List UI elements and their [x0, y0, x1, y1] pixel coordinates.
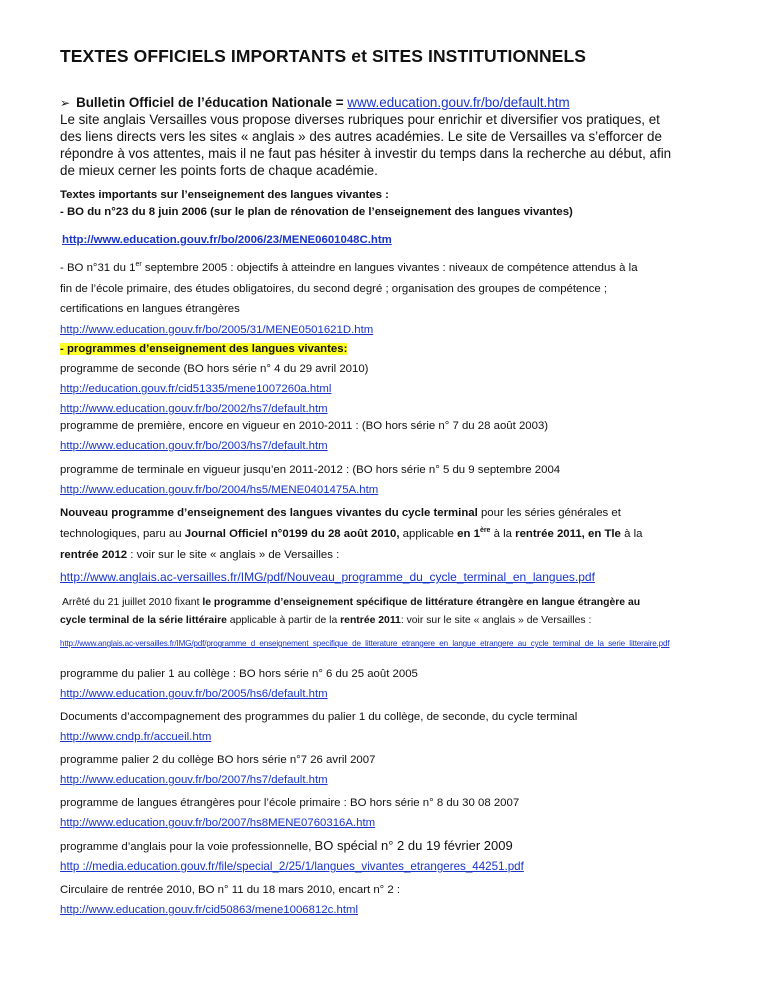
- palier2-text: programme palier 2 du collège BO hors série n°7 26 avril 2007: [60, 754, 376, 766]
- pro-bo-text: BO spécial n° 2 du 19 février 2009: [314, 838, 513, 853]
- circulaire-block: [60, 880, 750, 920]
- primaire-text: programme de langues étrangères pour l’école primaire : BO hors série n° 8 du 30 08 2007: [60, 797, 520, 809]
- bulletin-officiel-link[interactable]: www.education.gouv.fr/bo/default.htm: [347, 95, 570, 110]
- arrete-bold-2: cycle terminal de la série littéraire: [60, 615, 227, 626]
- premiere-block: [60, 416, 750, 456]
- intro-paragraph: [60, 111, 740, 179]
- palier1-link[interactable]: http://www.education.gouv.fr/bo/2005/hs6/default.htm: [60, 688, 328, 700]
- programmes-block: [60, 339, 750, 419]
- intro-line: de mieux cerner les points forts de chaque académie.: [60, 163, 378, 178]
- documents-text: Documents d’accompagnement des programmes du palier 1 du collège, de seconde, du cycle terminal: [60, 711, 578, 723]
- arrete-text-3: : voir sur le site « anglais » de Versailles :: [400, 615, 592, 626]
- page-title: TEXTES OFFICIELS IMPORTANTS et SITES INSTITUTIONNELS: [60, 46, 587, 66]
- arrete-text-1: Arrêté du 21 juillet 2010 fixant: [62, 597, 203, 608]
- documents-block: [60, 707, 750, 747]
- bo-2006-title: - BO du n°23 du 8 juin 2006 (sur le plan de rénovation de l’enseignement des langues vivantes): [60, 206, 573, 218]
- arrow-bullet-icon: ➢: [60, 96, 71, 110]
- nouveau-link-row: [60, 567, 750, 587]
- premiere-text: programme de première, encore en vigueur en 2010-2011 : (BO hors série n° 7 du 28 août 2003): [60, 420, 549, 432]
- nouveau-text-3: applicable: [399, 528, 458, 540]
- bulletin-officiel-line: [60, 95, 570, 110]
- bo-2005-text-cont: septembre 2005 : objectifs à atteindre en langues vivantes : niveaux de compétence attendus à la: [141, 262, 638, 274]
- palier1-block: [60, 664, 750, 704]
- premiere-link[interactable]: http://www.education.gouv.fr/bo/2003/hs7/default.htm: [60, 440, 328, 452]
- nouveau-text-5: à la: [620, 528, 643, 540]
- primaire-link[interactable]: http://www.education.gouv.fr/bo/2007/hs8MENE0760316A.htm: [60, 817, 376, 829]
- cndp-link[interactable]: http://www.cndp.fr/accueil.htm: [60, 731, 212, 743]
- palier2-link[interactable]: http://www.education.gouv.fr/bo/2007/hs7/default.htm: [60, 774, 328, 786]
- seconde-text: programme de seconde (BO hors série n° 4 du 29 avril 2010): [60, 363, 369, 375]
- seconde-link-1[interactable]: http://education.gouv.fr/cid51335/mene1007260a.html: [60, 383, 332, 395]
- circulaire-text: Circulaire de rentrée 2010, BO n° 11 du 18 mars 2010, encart n° 2 :: [60, 884, 401, 896]
- arrete-text-2: applicable à partir de la: [226, 615, 341, 626]
- arrete-link[interactable]: http://www.anglais.ac-versailles.fr/IMG/pdf/programme_d_enseignement_specifique_de_litterature_etrangere_en_langue_etrangere_au_cycle_terminal_de_la_serie_litteraire.pdf: [60, 639, 670, 648]
- pro-text: programme d’anglais pour la voie professionnelle,: [60, 841, 315, 853]
- pro-link[interactable]: http ://media.education.gouv.fr/file/special_2/25/1/langues_vivantes_etrangeres_44251.pdf: [60, 860, 524, 873]
- arrete-link-row: [60, 637, 750, 651]
- nouveau-bold-1: Nouveau programme d’enseignement des langues vivantes du cycle terminal: [60, 507, 478, 519]
- nouveau-text-1: pour les séries générales et: [477, 507, 621, 519]
- nouveau-bold-4: rentrée 2011, en Tle: [515, 528, 621, 540]
- programmes-heading: - programmes d’enseignement des langues vivantes:: [60, 343, 348, 355]
- bulletin-label: Bulletin Officiel de l’éducation Nationale =: [76, 95, 348, 110]
- nouveau-bold-5: rentrée 2012: [60, 549, 128, 561]
- pro-block: [60, 836, 750, 877]
- nouveau-text-2: technologiques, paru au: [60, 528, 185, 540]
- bo-2005-sup: er: [135, 261, 142, 268]
- nouveau-programme-link[interactable]: http://www.anglais.ac-versailles.fr/IMG/pdf/Nouveau_programme_du_cycle_terminal_en_langues.pdf: [60, 570, 595, 584]
- intro-line: répondre à vos attentes, mais il ne faut pas hésiter à investir du temps dans la recherche au début, afin: [60, 146, 672, 161]
- bo-2005-text: - BO n°31 du 1: [60, 262, 136, 274]
- bo-2006-link-row: [62, 230, 752, 250]
- terminale-link[interactable]: http://www.education.gouv.fr/bo/2004/hs5/MENE0401475A.htm: [60, 484, 379, 496]
- bo-2005-line-2: fin de l’école primaire, des études obligatoires, du second degré ; organisation des groupes de compétence ;: [60, 282, 608, 295]
- palier1-text: programme du palier 1 au collège : BO hors série n° 6 du 25 août 2005: [60, 668, 418, 680]
- bo-2006-link[interactable]: http://www.education.gouv.fr/bo/2006/23/MENE0601048C.htm: [62, 234, 392, 246]
- palier2-block: [60, 750, 750, 790]
- arrete-bold-1: le programme d’enseignement spécifique de littérature étrangère en langue étrangère au: [202, 597, 641, 608]
- arrete-bold-3: rentrée 2011: [340, 615, 401, 626]
- nouveau-text-6: : voir sur le site « anglais » de Versailles :: [127, 549, 340, 561]
- nouveau-bold-3-text: en 1: [457, 528, 480, 540]
- seconde-link-2[interactable]: http://www.education.gouv.fr/bo/2002/hs7/default.htm: [60, 403, 328, 415]
- primaire-block: [60, 793, 750, 833]
- textes-heading-block: [60, 187, 750, 221]
- bo-2005-block: [60, 258, 750, 340]
- textes-heading: Textes importants sur l’enseignement des langues vivantes :: [60, 189, 389, 201]
- nouveau-bold-2: Journal Officiel n°0199 du 28 août 2010,: [184, 528, 400, 540]
- circulaire-link[interactable]: http://www.education.gouv.fr/cid50863/mene1006812c.html: [60, 904, 359, 916]
- terminale-block: [60, 460, 750, 500]
- terminale-text: programme de terminale en vigueur jusqu’en 2011-2012 : (BO hors série n° 5 du 9 septembre 2004: [60, 464, 561, 476]
- nouveau-bold-3: [457, 528, 490, 540]
- bo-2005-line-3: certifications en langues étrangères: [60, 303, 240, 315]
- bo-2005-link[interactable]: http://www.education.gouv.fr/bo/2005/31/MENE0501621D.htm: [60, 323, 374, 336]
- nouveau-programme-block: [60, 503, 750, 566]
- arrete-block: [62, 594, 752, 630]
- nouveau-text-4: à la: [490, 528, 516, 540]
- intro-line: Le site anglais Versailles vous propose diverses rubriques pour enrichir et diversifier vos pratiques, et: [60, 112, 660, 127]
- bo-2005-line-1: [60, 258, 750, 279]
- nouveau-sup: ère: [479, 527, 491, 534]
- intro-line: des liens directs vers les sites « anglais » des autres académies. Le site de Versailles va s’efforcer de: [60, 129, 662, 144]
